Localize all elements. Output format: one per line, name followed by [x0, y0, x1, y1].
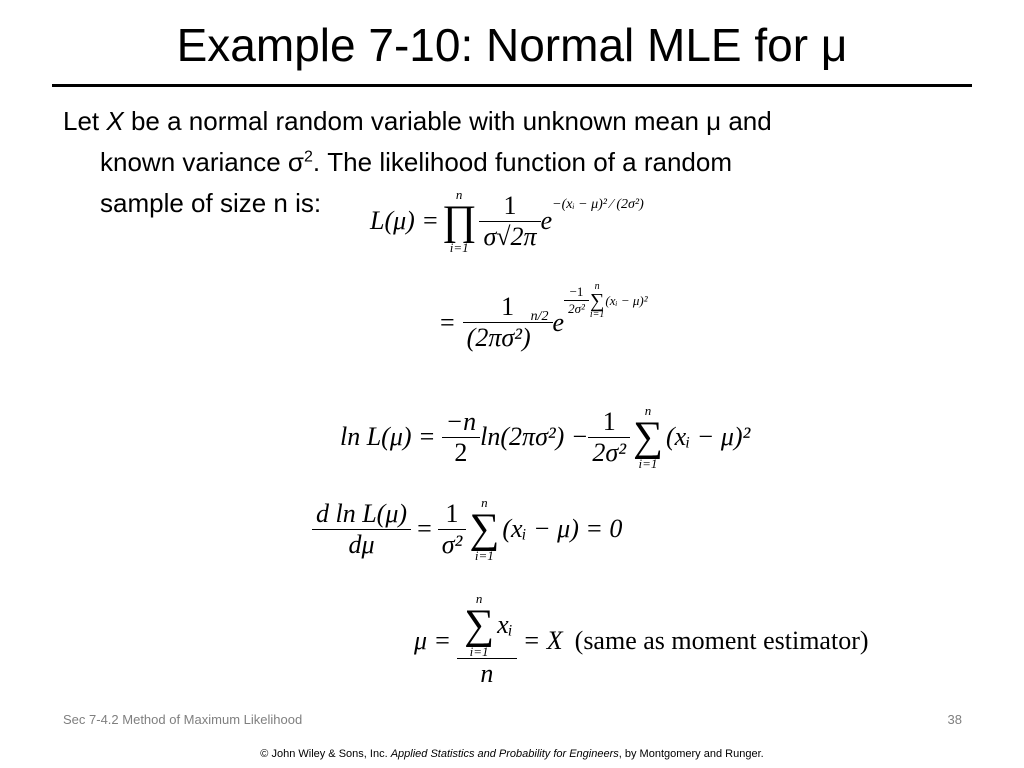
variable-x: X [106, 106, 124, 136]
eq3-sum-lower: i=1 [638, 456, 658, 471]
body-line-1-post: be a normal random variable with unknown mean μ and [123, 106, 772, 136]
eq3-f2-den: 2σ² [592, 437, 627, 467]
eq2-exp-term: (xᵢ − μ)² [605, 292, 648, 308]
eq3-f2-num: 1 [588, 407, 630, 438]
eq5-lhs: μ = [414, 625, 452, 655]
eq4-fraction [438, 499, 467, 560]
eq4-sum [469, 496, 499, 562]
page-number: 38 [947, 712, 962, 727]
eq1-exponent: −(xᵢ − μ)² ⁄ (2σ²) [552, 197, 644, 212]
eq2-exp-num: −1 [564, 284, 589, 301]
eq1-den: σ√2π [483, 221, 537, 251]
eq2-num: 1 [463, 292, 553, 323]
equation-derivative [312, 496, 622, 562]
eq4-equals: = [417, 514, 432, 543]
body-line-2 [63, 142, 943, 183]
body-line-2-pre: known variance σ [100, 147, 304, 177]
eq4-sum-symbol: ∑ [469, 506, 500, 552]
eq3-f1-num: −n [442, 407, 481, 438]
eq3-sum-symbol: ∑ [633, 414, 663, 460]
eq5-sum-lower: i=1 [469, 644, 489, 659]
eq5-rhs: = X [522, 625, 563, 655]
eq2-exponent [564, 282, 648, 320]
eq2-den: (2πσ²) [466, 323, 531, 352]
eq3-sum-upper: n [644, 403, 652, 418]
body-line-1-pre: Let [63, 106, 107, 136]
eq5-note: (same as moment estimator) [574, 625, 869, 655]
eq3-lhs: ln L(μ) = [340, 422, 436, 451]
eq2-exp-sum [590, 282, 605, 320]
eq5-fraction [457, 592, 517, 689]
eq3-term: (xᵢ − μ)² [665, 422, 751, 451]
eq1-fraction [479, 191, 540, 252]
eq5-num [457, 592, 517, 659]
eq4-lhs-fraction [312, 499, 411, 560]
eq5-den: n [480, 659, 494, 688]
equation-log-likelihood [340, 404, 750, 470]
eq3-fraction-1 [442, 407, 481, 468]
title-underline [52, 84, 972, 87]
eq4-sum-upper: n [481, 495, 488, 510]
eq3-sum [633, 404, 663, 470]
eq3-mid: ln(2πσ²) − [480, 422, 589, 451]
equation-likelihood-simplified [440, 280, 648, 353]
copyright-notice [0, 748, 1024, 760]
eq5-sum-upper: n [475, 591, 483, 606]
eq2-exp-sum-symbol: ∑ [590, 289, 605, 312]
eq2-fraction [463, 292, 553, 353]
copyright-book: Applied Statistics and Probability for Engineers [390, 748, 619, 760]
body-line-1 [63, 101, 943, 142]
sigma-exponent: 2 [303, 148, 313, 166]
eq2-exp-sum-upper: n [594, 280, 600, 292]
eq2-exp-sum-lower: i=1 [589, 308, 605, 320]
eq4-lhs-den: dμ [348, 529, 375, 559]
eq5-num-term: xᵢ [497, 610, 513, 639]
footer-section: Sec 7-4.2 Method of Maximum Likelihood [63, 712, 303, 727]
eq1-lhs: L(μ) = [370, 206, 439, 235]
product-operator [442, 188, 477, 254]
eq4-f-den: σ² [441, 529, 463, 559]
eq2-exp-frac [564, 284, 589, 317]
product-symbol: ∏ [441, 198, 477, 244]
copyright-post: , by Montgomery and Runger. [618, 748, 764, 760]
prod-lower: i=1 [449, 240, 469, 255]
eq2-lhs: = [440, 307, 455, 337]
eq1-num: 1 [479, 191, 540, 222]
body-line-3: sample of size n is: [100, 188, 322, 218]
equation-estimator [414, 592, 869, 689]
equation-likelihood [370, 188, 644, 254]
eq1-base: e [540, 206, 553, 235]
copyright-pre: © John Wiley & Sons, Inc. [260, 748, 391, 760]
eq4-f-num: 1 [438, 499, 467, 530]
eq4-lhs-num: d ln L(μ) [312, 499, 411, 530]
eq2-exp-den: 2σ² [568, 301, 585, 316]
eq2-den-wrap [463, 309, 553, 353]
eq5-sum-symbol: ∑ [464, 602, 495, 648]
eq3-f1-den: 2 [454, 437, 468, 467]
body-line-2-post: . The likelihood function of a random [312, 147, 732, 177]
eq2-base: e [552, 307, 565, 337]
eq3-fraction-2 [588, 407, 630, 468]
eq2-den-exp: n/2 [530, 309, 549, 324]
eq4-sum-lower: i=1 [474, 548, 494, 563]
prod-upper: n [455, 187, 463, 202]
slide-title: Example 7-10: Normal MLE for μ [176, 19, 848, 71]
eq5-sum [464, 592, 494, 658]
eq4-term: (xᵢ − μ) = 0 [502, 514, 623, 543]
